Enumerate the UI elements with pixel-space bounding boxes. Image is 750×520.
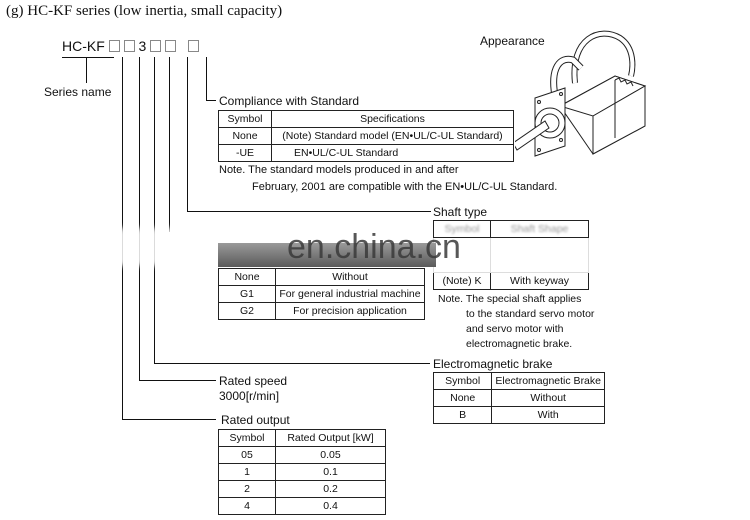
header-shaft-shape: Shaft Shape <box>491 221 589 238</box>
cell-spec: EN•UL/C-UL Standard <box>272 145 514 162</box>
table-row <box>434 407 605 424</box>
cell-symbol: B <box>434 407 492 424</box>
leader-shaft-h <box>187 211 431 212</box>
cell-symbol: -UE <box>219 145 272 162</box>
leader-brake <box>154 57 155 363</box>
series-underline <box>62 57 114 58</box>
compliance-table <box>218 110 514 162</box>
cell-spec: (Note) Standard model (EN•UL/C-UL Standard) <box>272 128 514 145</box>
watermark-text: en.china.cn <box>287 228 461 266</box>
table-row <box>219 145 514 162</box>
leader-compliance-h <box>206 100 216 101</box>
table-row <box>219 269 425 286</box>
table-row <box>434 273 589 290</box>
brake-label: Electromagnetic brake <box>433 357 553 371</box>
cell-shape: With keyway <box>491 273 589 290</box>
model-code <box>62 38 199 54</box>
cell-brake: Without <box>492 390 605 407</box>
leader-brake-h <box>154 363 430 364</box>
shaft-note-1: Note. The special shaft applies <box>438 293 582 305</box>
cell-symbol: 05 <box>219 447 276 464</box>
cell-output: 0.1 <box>276 464 386 481</box>
leader-rated-speed <box>139 57 140 380</box>
leader-shaft <box>187 57 188 211</box>
cell-symbol: G2 <box>219 303 276 320</box>
cell-output: 0.2 <box>276 481 386 498</box>
table-row <box>219 498 386 515</box>
series-name-label: Series name <box>44 85 112 99</box>
rated-output-label: Rated output <box>221 413 290 427</box>
cell-symbol: (Note) K <box>434 273 491 290</box>
header-symbol: Symbol <box>219 430 276 447</box>
table-header <box>219 111 514 128</box>
header-brake: Electromagnetic Brake <box>492 373 605 390</box>
cell-output: 0.4 <box>276 498 386 515</box>
cell-symbol: 1 <box>219 464 276 481</box>
shaft-note-2: to the standard servo motor <box>466 308 595 320</box>
placeholder-box-brake <box>150 40 161 52</box>
shaft-note-4: electromagnetic brake. <box>466 338 573 350</box>
table-row <box>219 303 425 320</box>
rated-speed-label: Rated speed <box>219 374 288 388</box>
header-symbol: Symbol <box>434 373 492 390</box>
cell-brake: With <box>492 407 605 424</box>
series-leader <box>86 57 87 83</box>
table-row <box>219 447 386 464</box>
table-row <box>219 464 386 481</box>
rated-output-table <box>218 429 386 515</box>
compliance-note-1: Note. The standard models produced in and after <box>219 164 459 176</box>
shaft-type-label: Shaft type <box>433 205 488 219</box>
placeholder-box-compliance <box>188 40 199 52</box>
page-title: (g) HC-KF series (low inertia, small capacity) <box>6 3 283 19</box>
reducer-table <box>218 268 425 320</box>
placeholder-box-shaft <box>165 40 176 52</box>
table-row <box>219 128 514 145</box>
placeholder-box-output-2 <box>124 40 135 52</box>
leader-speed-h <box>139 380 216 381</box>
cell-description: Without <box>276 269 425 286</box>
rated-speed-value: 3000[r/min] <box>219 389 280 403</box>
compliance-label: Compliance with Standard <box>219 94 360 108</box>
table-header <box>219 430 386 447</box>
header-symbol: Symbol <box>434 221 491 238</box>
cell-description: For general industrial machine <box>276 286 425 303</box>
cell-description: For precision application <box>276 303 425 320</box>
brake-table <box>433 372 605 424</box>
cell-symbol: None <box>434 390 492 407</box>
model-prefix: HC-KF <box>62 38 105 54</box>
cell-output: 0.05 <box>276 447 386 464</box>
leader-output-h <box>122 419 216 420</box>
header-rated-output: Rated Output [kW] <box>276 430 386 447</box>
table-row <box>434 390 605 407</box>
servo-motor-illustration <box>515 28 655 158</box>
appearance-label: Appearance <box>480 34 545 48</box>
compliance-note-2: February, 2001 are compatible with the EN•UL/C-UL Standard. <box>252 181 558 193</box>
header-specifications: Specifications <box>272 111 514 128</box>
placeholder-box-output-1 <box>109 40 120 52</box>
table-header <box>434 373 605 390</box>
leader-reducer <box>169 57 170 232</box>
blur-overlay <box>112 228 192 266</box>
header-symbol: Symbol <box>219 111 272 128</box>
table-row <box>219 481 386 498</box>
cell-symbol: None <box>219 269 276 286</box>
cell-symbol: 2 <box>219 481 276 498</box>
leader-compliance <box>206 57 207 100</box>
table-row <box>219 286 425 303</box>
cell-symbol: 4 <box>219 498 276 515</box>
cell-symbol: G1 <box>219 286 276 303</box>
model-fixed-digit: 3 <box>138 38 147 54</box>
cell-symbol: None <box>219 128 272 145</box>
shaft-note-3: and servo motor with <box>466 323 564 335</box>
